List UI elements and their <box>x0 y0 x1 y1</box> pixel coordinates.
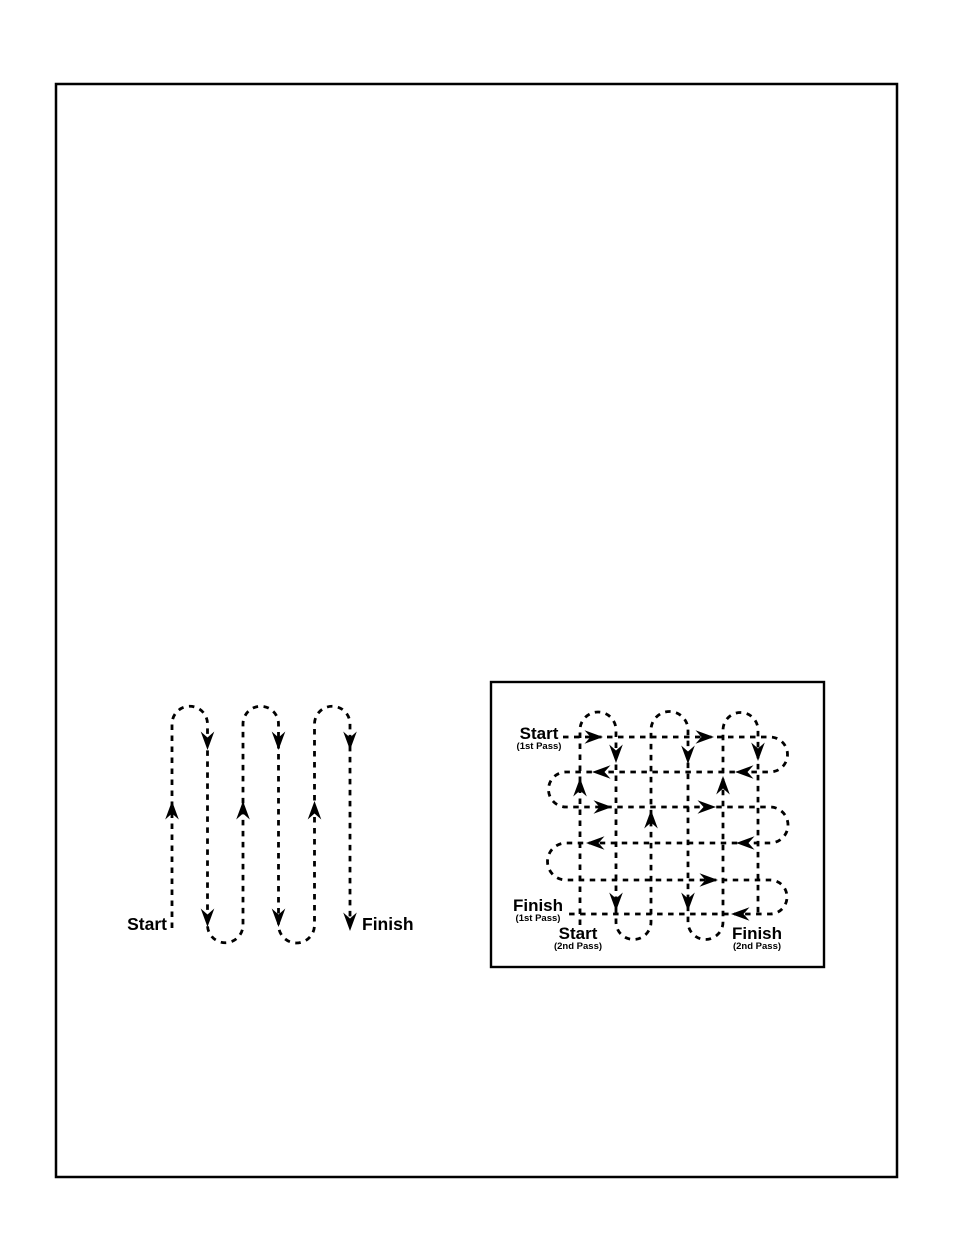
start-2nd-pass-sub: (2nd Pass) <box>553 941 603 952</box>
first-pass-path <box>548 737 789 914</box>
finish-1st-pass-sub: (1st Pass) <box>515 913 561 924</box>
second-pass-path <box>580 712 758 940</box>
serpentine-direction-arrows <box>165 732 357 932</box>
down-arrow-icon <box>609 893 623 912</box>
finish-2nd-pass-main: Finish <box>731 924 783 943</box>
left-arrow-icon <box>735 765 754 779</box>
up-arrow-icon <box>236 801 250 820</box>
crosshatch-finish-1st-pass-label <box>488 898 588 924</box>
left-arrow-icon <box>736 836 755 850</box>
serpentine-finish-label: Finish <box>362 914 414 934</box>
crosshatch-start-2nd-pass-label <box>528 926 628 952</box>
right-arrow-icon <box>698 800 717 814</box>
crosshatch-direction-arrows <box>573 730 765 921</box>
down-arrow-icon <box>681 893 695 912</box>
serpentine-pattern-diagram <box>165 706 357 943</box>
crosshatch-start-1st-pass-label <box>489 726 589 752</box>
page-border <box>56 84 897 1177</box>
start-1st-pass-main: Start <box>519 724 559 743</box>
serpentine-start-label: Start <box>127 914 167 934</box>
down-arrow-icon <box>681 746 695 765</box>
down-arrow-icon <box>343 732 357 751</box>
crosshatch-finish-2nd-pass-label <box>707 926 807 952</box>
finish-1st-pass-main: Finish <box>512 896 564 915</box>
serpentine-path <box>172 706 350 943</box>
down-arrow-icon <box>201 732 215 751</box>
up-arrow-icon <box>573 778 587 797</box>
left-arrow-icon <box>592 765 611 779</box>
down-arrow-icon <box>201 909 215 928</box>
finish-2nd-pass-sub: (2nd Pass) <box>732 941 782 952</box>
start-2nd-pass-main: Start <box>558 924 598 943</box>
start-1st-pass-sub: (1st Pass) <box>516 741 562 752</box>
